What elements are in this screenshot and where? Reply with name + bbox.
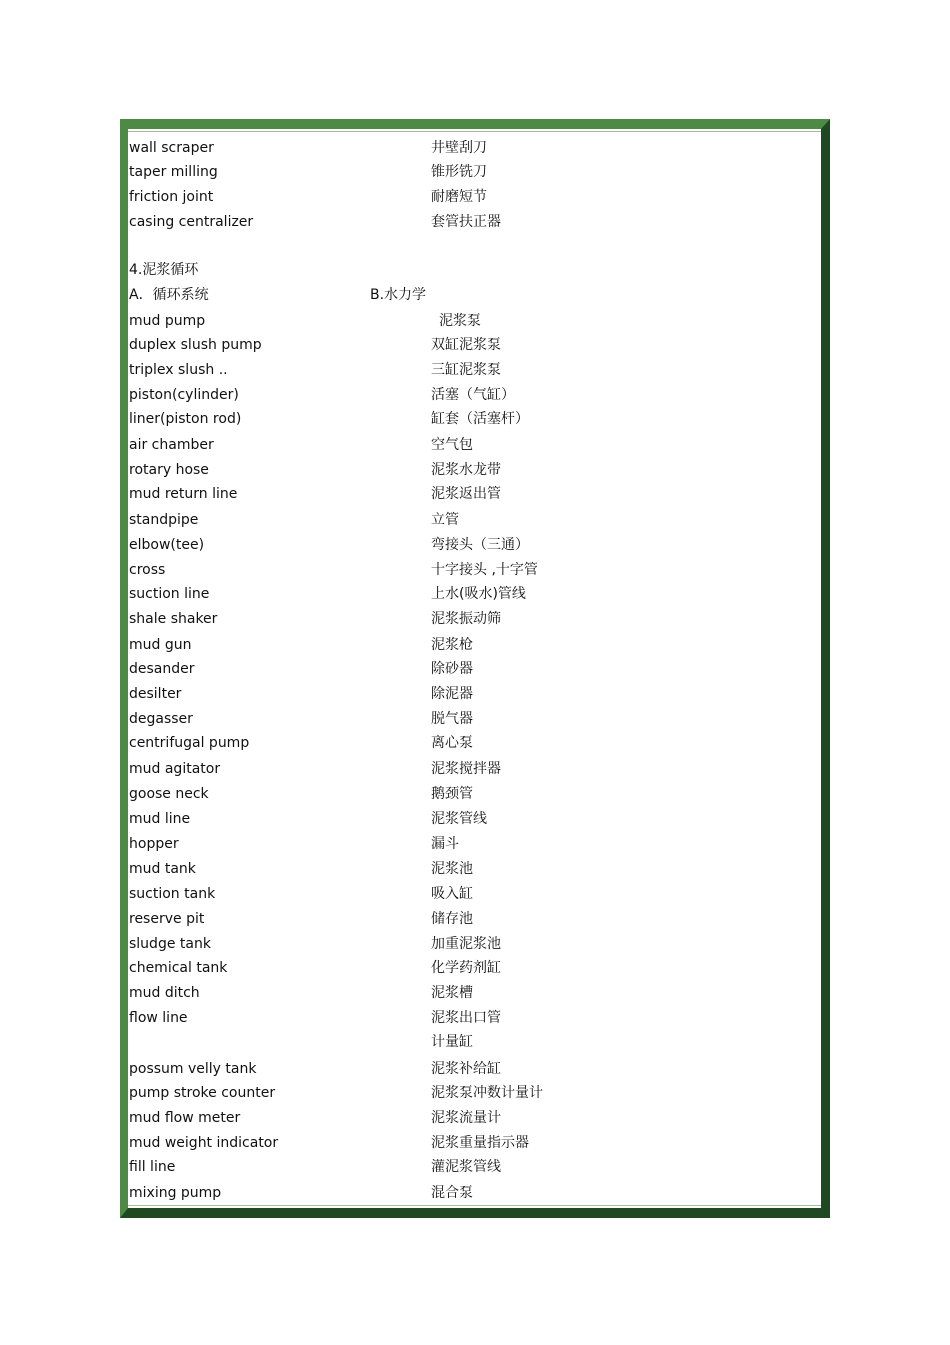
frame-inner-rule-top [128,131,821,132]
glossary-row [129,934,819,954]
glossary-row [129,1108,819,1128]
term-en: rotary hose [129,462,209,478]
term-zh: 离心泵 [431,735,473,751]
term-en: desander [129,661,195,677]
glossary-row [129,659,819,679]
glossary-row [129,1183,819,1203]
term-zh: 十字接头 ,十字管 [431,562,538,578]
glossary-row [129,311,819,331]
term-zh: 泥浆返出管 [431,486,501,502]
term-en: triplex slush .. [129,362,228,378]
term-zh: 脱气器 [431,711,473,727]
term-en: centrifugal pump [129,735,250,751]
glossary-row [129,909,819,929]
term-en: flow line [129,1010,188,1026]
glossary-row [129,335,819,355]
term-zh: 泥浆流量计 [431,1110,501,1126]
term-en: casing centralizer [129,214,254,230]
term-zh: 立管 [431,512,459,528]
term-zh: 泥浆槽 [431,985,473,1001]
term-zh: 泥浆振动筛 [431,611,501,627]
glossary-row [129,360,819,380]
term-en: elbow(tee) [129,537,205,553]
glossary-row [129,535,819,555]
glossary-row [129,138,819,158]
term-zh: 活塞（气缸） [431,387,515,403]
glossary-row [129,385,819,405]
glossary-row [129,1157,819,1177]
subsection-b-title: B.水力学 [370,287,427,303]
term-en: goose neck [129,786,209,802]
term-en: piston(cylinder) [129,387,239,403]
term-en: hopper [129,836,179,852]
term-zh: 泥浆管线 [431,811,487,827]
glossary-row [129,187,819,207]
term-en: duplex slush pump [129,337,262,353]
term-zh: 化学药剂缸 [431,960,501,976]
term-en: liner(piston rod) [129,411,242,427]
term-en: friction joint [129,189,214,205]
term-zh: 计量缸 [431,1034,473,1050]
glossary-row [129,212,819,232]
term-zh: 泥浆池 [431,861,473,877]
term-zh: 缸套（活塞杆） [431,411,529,427]
term-zh: 耐磨短节 [431,189,487,205]
glossary-row [129,609,819,629]
term-en: reserve pit [129,911,205,927]
subsection-a-title: A．循环系统 [129,287,209,303]
term-en: taper milling [129,164,218,180]
term-zh: 泥浆水龙带 [431,462,501,478]
term-zh: 三缸泥浆泵 [431,362,501,378]
term-en: pump stroke counter [129,1085,276,1101]
term-en: shale shaker [129,611,218,627]
glossary-row [129,162,819,182]
glossary-row [129,859,819,879]
glossary-row [129,834,819,854]
term-en: cross [129,562,166,578]
term-zh: 泥浆重量指示器 [431,1135,529,1151]
term-en: mud line [129,811,191,827]
term-zh: 泥浆搅拌器 [431,761,501,777]
glossary-row [129,958,819,978]
term-zh: 双缸泥浆泵 [431,337,501,353]
glossary-row [129,709,819,729]
glossary-row [129,635,819,655]
term-zh: 泥浆出口管 [431,1010,501,1026]
glossary-row [129,1083,819,1103]
term-en: mud tank [129,861,196,877]
term-en: mixing pump [129,1185,222,1201]
term-en: sludge tank [129,936,211,952]
term-zh: 加重泥浆池 [431,936,501,952]
term-zh: 储存池 [431,911,473,927]
glossary-row [129,983,819,1003]
term-zh: 弯接头（三通） [431,537,529,553]
glossary-row [129,409,819,429]
term-zh: 灌泥浆管线 [431,1159,501,1175]
glossary-row [129,1032,819,1052]
glossary-row [129,460,819,480]
term-en: wall scraper [129,140,214,156]
term-zh: 泥浆泵冲数计量计 [431,1085,543,1101]
term-zh: 锥形铣刀 [431,164,487,180]
glossary-row [129,435,819,455]
term-zh: 漏斗 [431,836,459,852]
term-zh: 套管扶正器 [431,214,501,230]
term-zh: 吸入缸 [431,886,473,902]
term-en: mud agitator [129,761,221,777]
glossary-row [129,884,819,904]
term-en: suction tank [129,886,216,902]
term-zh: 泥浆补给缸 [431,1061,501,1077]
term-en: mud weight indicator [129,1135,279,1151]
term-en: mud ditch [129,985,200,1001]
glossary-row [129,784,819,804]
term-en: mud gun [129,637,192,653]
glossary-row [129,1133,819,1153]
glossary-row [129,560,819,580]
term-en: standpipe [129,512,199,528]
glossary-row [129,759,819,779]
term-en: fill line [129,1159,176,1175]
term-en: chemical tank [129,960,228,976]
term-en: mud return line [129,486,238,502]
frame-inner-rule-bottom [128,1205,821,1206]
glossary-row [129,733,819,753]
term-zh: 混合泵 [431,1185,473,1201]
term-zh: 泥浆枪 [431,637,473,653]
term-zh: 空气包 [431,437,473,453]
glossary-row [129,584,819,604]
term-en: possum velly tank [129,1061,257,1077]
term-en: air chamber [129,437,214,453]
glossary-row [129,1059,819,1079]
term-en: mud pump [129,313,206,329]
section-title: 4.泥浆循环 [129,262,199,278]
term-zh: 上水(吸水)管线 [431,586,526,602]
term-zh: 除泥器 [431,686,473,702]
term-en: degasser [129,711,193,727]
glossary-row [129,809,819,829]
glossary-row [129,684,819,704]
term-en: mud flow meter [129,1110,241,1126]
term-zh: 井壁刮刀 [431,140,487,156]
term-en: desilter [129,686,182,702]
term-zh: 鹅颈管 [431,786,473,802]
glossary-row [129,510,819,530]
term-zh: 泥浆泵 [439,313,481,329]
term-en: suction line [129,586,210,602]
term-zh: 除砂器 [431,661,473,677]
glossary-row [129,484,819,504]
glossary-row [129,1008,819,1028]
